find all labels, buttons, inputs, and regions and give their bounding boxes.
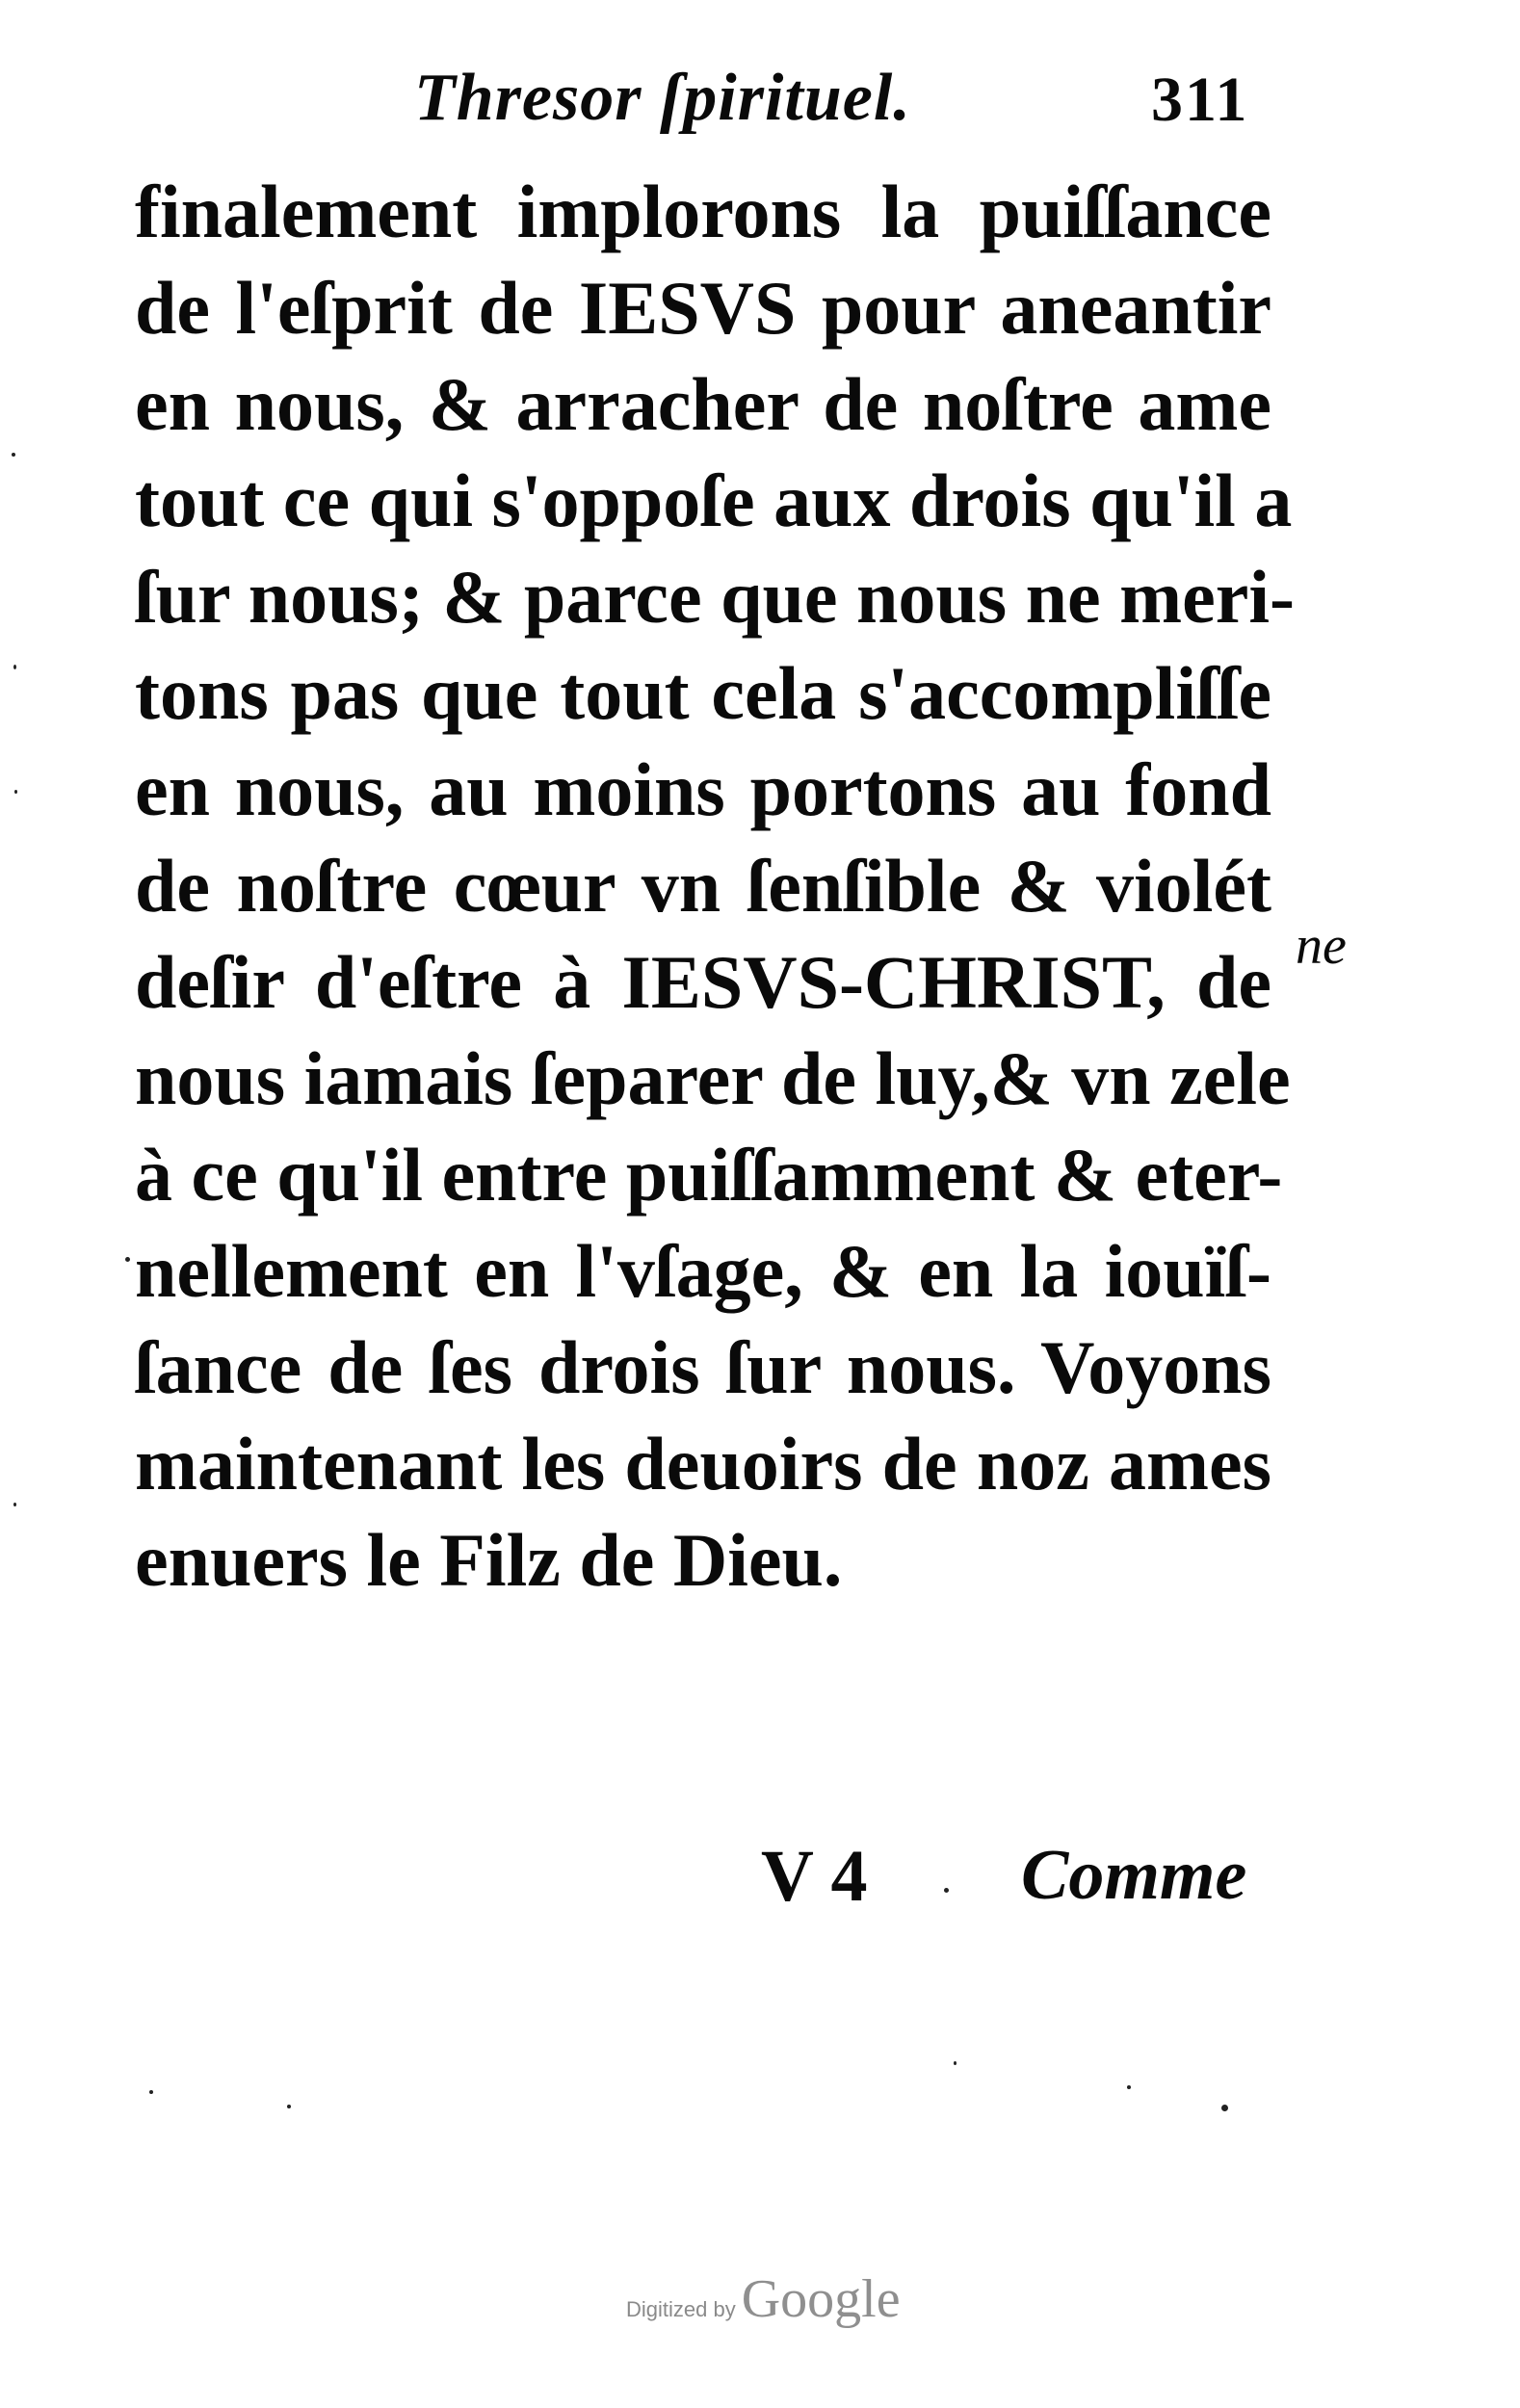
scan-speck bbox=[13, 665, 16, 669]
scan-speck bbox=[944, 1888, 949, 1893]
text-line: nous iamais ſeparer de luy,& vn zele bbox=[135, 1036, 1291, 1120]
text-line: tout ce qui s'oppoſe aux drois qu'il a bbox=[135, 458, 1293, 542]
scan-speck bbox=[1127, 2085, 1131, 2089]
text-line: deſir d'eſtre à IESVS-CHRIST, de bbox=[135, 940, 1271, 1024]
scan-speck bbox=[13, 1503, 16, 1506]
scan-speck bbox=[149, 2090, 153, 2094]
text-line: enuers le Filz de Dieu. bbox=[135, 1518, 843, 1602]
scan-speck bbox=[1221, 2105, 1228, 2111]
signature-mark: V 4 bbox=[761, 1836, 868, 1917]
text-line: en nous, au moins portons au fond bbox=[135, 747, 1271, 831]
text-line: ſur nous; & parce que nous ne meri- bbox=[135, 555, 1296, 639]
watermark-brand: Google bbox=[741, 2269, 901, 2329]
text-line: à ce qu'il entre puiſſamment & eter- bbox=[135, 1133, 1283, 1217]
text-line: finalement implorons la puiſſance bbox=[135, 170, 1271, 253]
text-line: tons pas que tout cela s'accompliſſe bbox=[135, 651, 1271, 735]
scan-speck bbox=[14, 790, 17, 794]
scan-speck bbox=[125, 1257, 130, 1262]
page-number: 311 bbox=[1151, 65, 1249, 135]
text-line: en nous, & arracher de noſtre ame bbox=[135, 362, 1271, 446]
margin-annotation: ne bbox=[1296, 916, 1347, 976]
running-title: Thresor ſpirituel. bbox=[414, 61, 911, 135]
text-line: ſance de ſes drois ſur nous. Voyons bbox=[135, 1325, 1271, 1409]
text-line: nellement en l'vſage, & en la iouïſ- bbox=[135, 1229, 1271, 1313]
scan-speck bbox=[954, 2061, 957, 2065]
watermark-prefix: Digitized by bbox=[626, 2297, 736, 2321]
text-line: de noſtre cœur vn ſenſible & violét bbox=[135, 844, 1271, 928]
scan-speck bbox=[287, 2105, 291, 2108]
scan-speck bbox=[12, 453, 15, 457]
body-text bbox=[135, 164, 1296, 1609]
text-line: maintenant les deuoirs de noz ames bbox=[135, 1422, 1271, 1505]
catchword: Comme bbox=[1021, 1836, 1247, 1915]
digitized-watermark bbox=[626, 2268, 934, 2330]
text-line: de l'eſprit de IESVS pour aneantir bbox=[135, 266, 1271, 350]
